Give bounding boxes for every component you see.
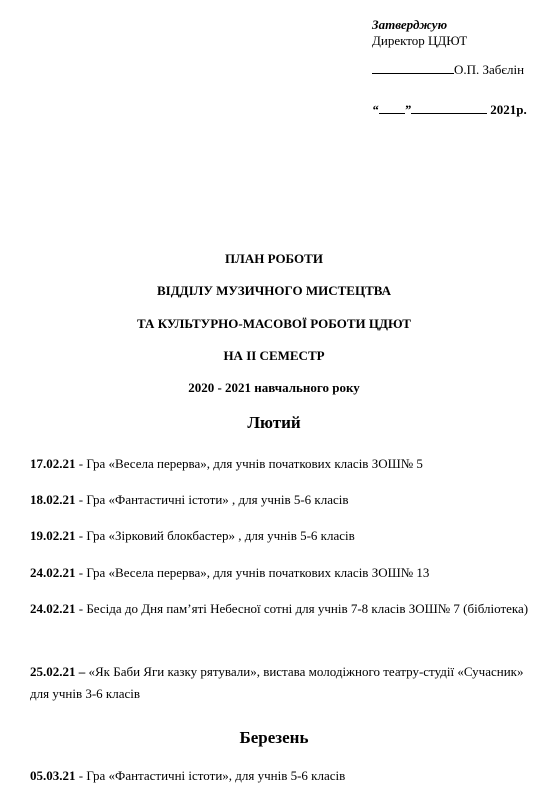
list-item (30, 562, 530, 584)
entry-text: «Як Баби Яги казку рятували», вистава молодіжного театру-студії «Сучасник» для учнів 3-6 класів (30, 664, 524, 701)
plan-title-line-4: НА ІІ СЕМЕСТР (223, 348, 325, 363)
entry-date: 19.02.21 (30, 528, 76, 543)
entry-text: - Гра «Фантастичні істоти», для учнів 5-6 класів (75, 768, 346, 783)
plan-title-line-1: ПЛАН РОБОТИ (225, 251, 323, 266)
approval-date (372, 101, 527, 117)
plan-title-line-5: 2020 - 2021 навчального року (188, 380, 360, 395)
entry-date: 18.02.21 (30, 492, 76, 507)
entry-date: 17.02.21 (30, 456, 76, 471)
date-open-quote: “ (372, 102, 379, 117)
signature-line (372, 61, 454, 74)
approval-signature-name: О.П. Забєлін (454, 62, 525, 77)
approval-signature (372, 61, 527, 77)
entry-date: 24.02.21 (30, 565, 76, 580)
entry-date: 05.03.21 (30, 768, 76, 783)
list-item (30, 489, 530, 511)
list-item (30, 453, 530, 475)
list-item (30, 525, 530, 547)
approval-position: Директор ЦДЮТ (372, 33, 468, 48)
month-march: Березень (239, 728, 309, 747)
approval-title: Затверджую (372, 17, 448, 32)
list-item (30, 661, 530, 705)
date-day-line (379, 101, 405, 114)
approval-block (372, 17, 527, 117)
entry-text: - Гра «Зірковий блокбастер» , для учнів 5-6 класів (75, 528, 355, 543)
list-item (30, 765, 530, 787)
plan-title-line-2: ВІДДІЛУ МУЗИЧНОГО МИСТЕЦТВА (157, 283, 391, 298)
entry-date: 24.02.21 (30, 601, 76, 616)
list-item (30, 598, 530, 620)
plan-title-line-3: ТА КУЛЬТУРНО-МАСОВОЇ РОБОТИ ЦДЮТ (137, 316, 411, 331)
entry-text: - Гра «Фантастичні істоти» , для учнів 5-6 класів (75, 492, 349, 507)
month-february: Лютий (247, 413, 301, 432)
date-close-quote: ” (404, 102, 411, 117)
approval-year: 2021р. (490, 102, 527, 117)
entry-text: - Гра «Весела перерва», для учнів початкових класів ЗОШ№ 13 (75, 565, 430, 580)
entry-date: 25.02.21 – (30, 664, 86, 679)
date-month-line (411, 101, 487, 114)
entry-text: - Бесіда до Дня пам’яті Небесної сотні для учнів 7-8 класів ЗОШ№ 7 (бібліотека) (75, 601, 529, 616)
entry-text: - Гра «Весела перерва», для учнів початкових класів ЗОШ№ 5 (75, 456, 423, 471)
